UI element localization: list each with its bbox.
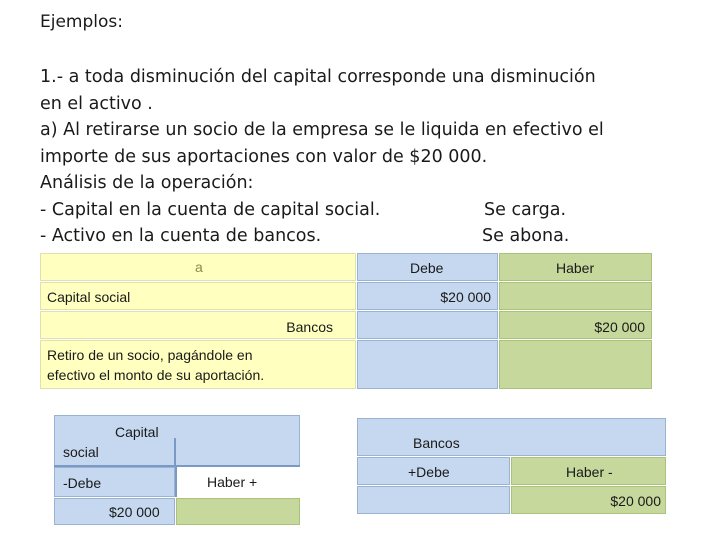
debe-header: Debe (357, 253, 498, 281)
bancos-title: Bancos (413, 435, 460, 451)
bancos-haber-amount-cell: $20 000 (511, 486, 666, 514)
capital-debe-amount-cell: $20 000 (54, 498, 175, 525)
row3-debe (357, 340, 498, 389)
text-line-1: 1.- a toda disminución del capital corresponde una disminución (40, 67, 596, 87)
text-line-5: Análisis de la operación: (40, 173, 254, 193)
capital-title-line2: social (63, 444, 99, 460)
journal-header-account (40, 253, 356, 281)
text-line-4: importe de sus aportaciones con valor de $20 000. (40, 146, 488, 167)
capital-title-cell (54, 415, 300, 466)
text-line-3: a) Al retirarse un socio de la empresa se le liquida en efectivo el (40, 120, 604, 140)
entry-marker: a (195, 259, 203, 275)
text-line-2: en el activo . (40, 93, 153, 114)
row3-haber (499, 340, 652, 389)
text-line-7-right: Se abona. (482, 226, 570, 246)
row3-description: Retiro de un socio, pagándole en efectivo el monto de su aportación. (40, 340, 356, 389)
row2-haber: $20 000 (499, 311, 652, 339)
bancos-title-cell (357, 418, 666, 456)
explanation-text (40, 64, 680, 250)
text-line-7 (40, 223, 680, 250)
text-line-6-right: Se carga. (484, 199, 567, 220)
text-line-6 (40, 197, 680, 224)
bancos-haber-label-cell: Haber - (511, 457, 666, 485)
capital-haber-amount-cell (176, 498, 300, 525)
page-title: Ejemplos: (40, 12, 123, 32)
row2-account: Bancos (40, 311, 356, 339)
haber-header: Haber (499, 253, 652, 281)
capital-t-divider (174, 438, 176, 466)
capital-title-line1: Capital (115, 424, 159, 440)
capital-haber-label-cell: Haber + (175, 467, 300, 497)
bancos-debe-amount-cell (357, 486, 510, 514)
capital-debe-label-cell: -Debe (54, 467, 175, 497)
row1-account: Capital social (40, 282, 356, 310)
text-line-7-left: - Activo en la cuenta de bancos. (40, 226, 322, 246)
row2-debe (357, 311, 498, 339)
row1-haber (499, 282, 652, 310)
text-line-6-left: - Capital en la cuenta de capital social. (40, 199, 381, 220)
bancos-debe-label-cell: +Debe (357, 457, 510, 485)
row1-debe: $20 000 (357, 282, 498, 310)
